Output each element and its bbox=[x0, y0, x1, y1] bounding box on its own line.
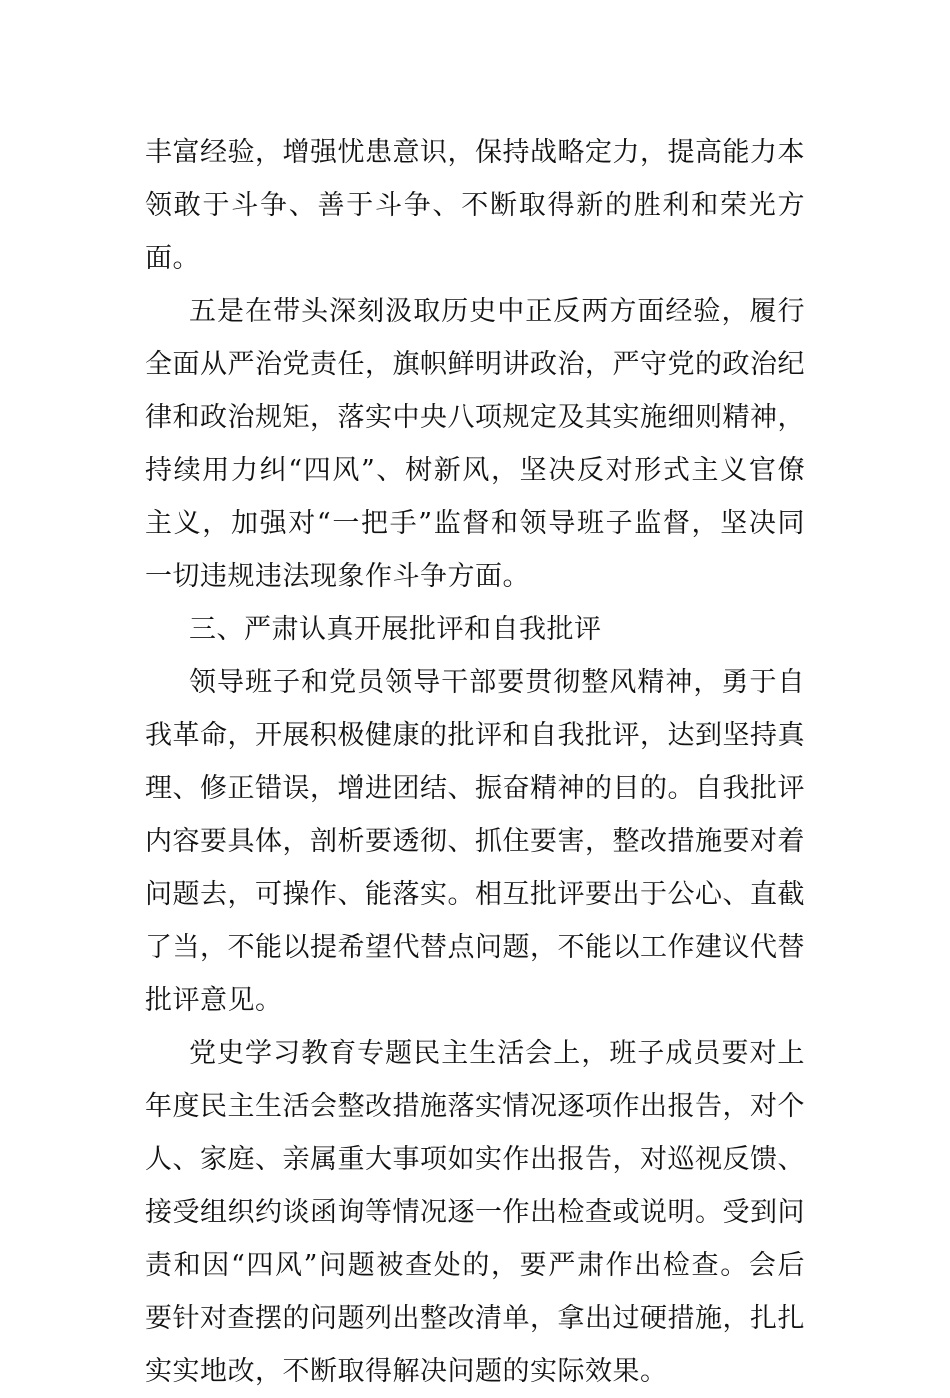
document-body bbox=[145, 126, 805, 1398]
paragraph-meeting: 党史学习教育专题民主生活会上，班子成员要对上年度民主生活会整改措施落实情况逐项作出报告，对个人、家庭、亲属重大事项如实作出报告，对巡视反馈、接受组织约谈函询等情况逐一作出检查或说明。受到问责和因“四风”问题被查处的，要严肃作出检查。会后要针对查摆的问题列出整改清单，拿出过硬措施，扎扎实实地改，不断取得解决问题的实际效果。 bbox=[145, 1038, 805, 1387]
paragraph-point-five: 五是在带头深刻汲取历史中正反两方面经验，履行全面从严治党责任，旗帜鲜明讲政治，严守党的政治纪律和政治规矩，落实中央八项规定及其实施细则精神，持续用力纠“四风”、树新风，坚决反对形式主义官僚主义，加强对“一把手”监督和领导班子监督，坚决同一切违规违法现象作斗争方面。 bbox=[145, 296, 805, 592]
paragraph-criticism: 领导班子和党员领导干部要贯彻整风精神，勇于自我革命，开展积极健康的批评和自我批评，达到坚持真理、修正错误，增进团结、振奋精神的目的。自我批评内容要具体，剖析要透彻、抓住要害，整改措施要对着问题去，可操作、能落实。相互批评要出于公心、直截了当，不能以提希望代替点问题，不能以工作建议代替批评意见。 bbox=[145, 667, 805, 1016]
section-heading-three: 三、严肃认真开展批评和自我批评 bbox=[189, 614, 602, 645]
paragraph-continued: 丰富经验，增强忧患意识，保持战略定力，提高能力本领敢于斗争、善于斗争、不断取得新的胜利和荣光方面。 bbox=[145, 137, 805, 274]
